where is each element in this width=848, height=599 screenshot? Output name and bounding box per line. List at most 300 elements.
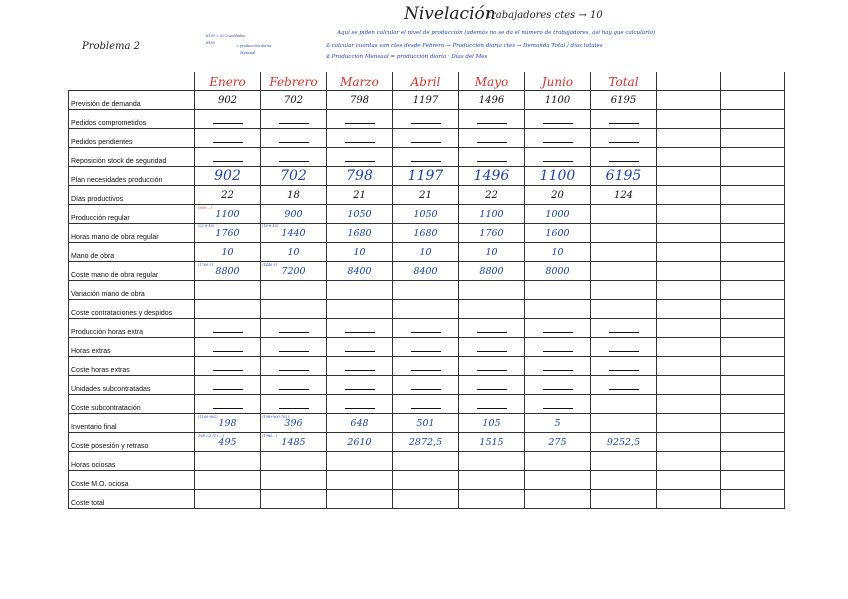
table-cell: [327, 300, 393, 319]
table-cell: [261, 300, 327, 319]
dash-mark: [609, 389, 639, 390]
dash-mark: [411, 332, 441, 333]
empty-cell: [657, 262, 721, 281]
cell-value: 1440: [281, 227, 306, 239]
empty-cell: [721, 243, 785, 262]
row-label: Reposición stock de seguridad: [69, 148, 195, 167]
empty-cell: [721, 224, 785, 243]
cell-annotation: (1980...): [262, 434, 277, 438]
cell-value: 1760: [215, 227, 240, 239]
table-cell: [459, 490, 525, 509]
table-cell: [591, 205, 657, 224]
margin-note: 6195 = 50,3 unidades: [206, 34, 246, 38]
table-row: [69, 376, 785, 395]
cell-value: 1100: [479, 208, 504, 220]
table-row: [69, 262, 785, 281]
dash-mark: [213, 389, 243, 390]
row-label: Coste M.O. ociosa: [69, 471, 195, 490]
cell-value: 396: [284, 417, 303, 429]
table-cell: [525, 338, 591, 357]
table-cell: [525, 186, 591, 205]
table-cell: [195, 186, 261, 205]
margin-note: Mensual: [240, 51, 256, 55]
empty-cell: [721, 262, 785, 281]
cell-value: 501: [416, 417, 435, 429]
table-cell: [327, 205, 393, 224]
table-cell: [525, 205, 591, 224]
empty-cell: [657, 243, 721, 262]
dash-mark: [477, 161, 507, 162]
column-header-cell: [327, 72, 393, 91]
column-header-cell: [195, 72, 261, 91]
table-cell: [195, 281, 261, 300]
cell-value: 10: [221, 246, 234, 258]
table-cell: [393, 357, 459, 376]
cell-value: 10: [419, 246, 432, 258]
table-cell: [195, 91, 261, 110]
table-cell: [261, 129, 327, 148]
cell-value: 1515: [479, 436, 504, 448]
dash-mark: [213, 370, 243, 371]
table-cell: [591, 338, 657, 357]
dash-mark: [411, 370, 441, 371]
cell-value: 124: [613, 189, 634, 201]
dash-mark: [411, 161, 441, 162]
dash-mark: [213, 332, 243, 333]
table-cell: [459, 357, 525, 376]
cell-value: 902: [217, 94, 238, 106]
dash-mark: [411, 351, 441, 352]
table-cell: [393, 300, 459, 319]
row-label: Horas extras: [69, 338, 195, 357]
leveling-table: [68, 72, 785, 509]
table-cell: [459, 243, 525, 262]
empty-cell: [721, 319, 785, 338]
cell-value: 8000: [545, 265, 570, 277]
cell-value: 902: [214, 167, 241, 184]
dash-mark: [279, 389, 309, 390]
table-cell: [327, 224, 393, 243]
table-cell: [393, 148, 459, 167]
table-cell: [525, 262, 591, 281]
cell-value: 1496: [478, 94, 505, 106]
table-cell: [195, 300, 261, 319]
table-cell: [393, 186, 459, 205]
dash-mark: [279, 332, 309, 333]
row-label: Pedidos pendientes: [69, 129, 195, 148]
table-cell: [393, 167, 459, 186]
cell-value: 1485: [281, 436, 306, 448]
column-header: Abril: [410, 74, 441, 89]
note-line-2: ① calcular cuántas van ctes desde Febrero → Producción diaria ctes → Demanda Total / días totales: [325, 43, 603, 49]
dash-mark: [279, 142, 309, 143]
table-cell: [327, 110, 393, 129]
column-header-cell: [393, 72, 459, 91]
empty-cell: [721, 186, 785, 205]
cell-value: 798: [346, 167, 373, 184]
cell-annotation: (1760·5): [198, 263, 213, 267]
table-cell: [261, 357, 327, 376]
table-cell: [261, 148, 327, 167]
empty-cell: [657, 281, 721, 300]
dash-mark: [609, 142, 639, 143]
empty-cell: [721, 148, 785, 167]
table-cell: [261, 281, 327, 300]
table-cell: [327, 376, 393, 395]
cell-annotation: (198+900-702): [262, 415, 289, 419]
dash-mark: [411, 408, 441, 409]
table-cell: [459, 452, 525, 471]
table-cell: [195, 471, 261, 490]
table-cell: [195, 376, 261, 395]
table-cell: [591, 357, 657, 376]
row-label: Producción regular: [69, 205, 195, 224]
row-label: Coste contrataciones y despidos: [69, 300, 195, 319]
table-cell: [195, 490, 261, 509]
column-header-cell: [525, 72, 591, 91]
row-label: Coste subcontratación: [69, 395, 195, 414]
empty-cell: [657, 186, 721, 205]
table-row: [69, 490, 785, 509]
table-cell: [261, 490, 327, 509]
cell-value: 198: [218, 417, 237, 429]
table-cell: [195, 395, 261, 414]
table-cell: [525, 167, 591, 186]
table-cell: [525, 224, 591, 243]
cell-value: 18: [287, 189, 300, 201]
corner-cell: [69, 72, 195, 91]
table-cell: [261, 395, 327, 414]
empty-cell: [657, 319, 721, 338]
table-cell: [525, 110, 591, 129]
empty-cell: [657, 205, 721, 224]
table-cell: [195, 338, 261, 357]
table-cell: [591, 433, 657, 452]
dash-mark: [345, 370, 375, 371]
column-header: Marzo: [340, 74, 379, 89]
empty-cell: [657, 376, 721, 395]
cell-value: 9252,5: [606, 436, 641, 448]
table-cell: [393, 243, 459, 262]
empty-cell: [657, 300, 721, 319]
cell-value: 900: [284, 208, 303, 220]
note-line-3: ② Producción Mensual = producción diaria · Días del Mes: [325, 54, 488, 60]
table-cell: [195, 129, 261, 148]
table-cell: [393, 129, 459, 148]
table-cell: [525, 91, 591, 110]
table-cell: [327, 186, 393, 205]
row-label: Coste horas extras: [69, 357, 195, 376]
dash-mark: [345, 332, 375, 333]
problem-label: Problema 2: [82, 41, 141, 52]
page-title: Nivelación: [404, 4, 496, 24]
empty-cell: [721, 490, 785, 509]
empty-cell: [657, 357, 721, 376]
table-cell: [261, 167, 327, 186]
cell-value: 8400: [413, 265, 438, 277]
row-label: Unidades subcontratadas: [69, 376, 195, 395]
column-header-cell: [261, 72, 327, 91]
table-cell: [525, 129, 591, 148]
dash-mark: [279, 370, 309, 371]
dash-mark: [279, 123, 309, 124]
table-cell: [195, 167, 261, 186]
table-cell: [195, 452, 261, 471]
cell-value: 2872,5: [408, 436, 443, 448]
dash-mark: [213, 351, 243, 352]
empty-cell: [721, 300, 785, 319]
table-cell: [591, 243, 657, 262]
table-cell: [459, 91, 525, 110]
table-cell: [591, 262, 657, 281]
table-cell: [591, 186, 657, 205]
table-cell: [393, 319, 459, 338]
dash-mark: [543, 161, 573, 162]
dash-mark: [477, 142, 507, 143]
table-cell: [393, 338, 459, 357]
dash-mark: [345, 161, 375, 162]
empty-cell: [657, 414, 721, 433]
table-row: [69, 205, 785, 224]
table-cell: [525, 414, 591, 433]
cell-annotation: 198·2,5·(1+...): [198, 434, 224, 438]
cell-value: 648: [350, 417, 369, 429]
cell-value: 7200: [281, 265, 306, 277]
table-cell: [459, 471, 525, 490]
dash-mark: [543, 123, 573, 124]
empty-header-cell: [657, 72, 721, 91]
header-row: [69, 72, 785, 91]
page-subtitle: trabajadores ctes → 10: [487, 10, 603, 21]
table-row: [69, 148, 785, 167]
table-cell: [195, 357, 261, 376]
empty-cell: [657, 471, 721, 490]
cell-annotation: (18·8·10): [262, 224, 279, 228]
cell-value: 10: [287, 246, 300, 258]
column-header: Febrero: [269, 74, 318, 89]
table-cell: [261, 471, 327, 490]
dash-mark: [411, 142, 441, 143]
table-cell: [327, 129, 393, 148]
empty-cell: [721, 205, 785, 224]
table-cell: [591, 91, 657, 110]
cell-value: 8400: [347, 265, 372, 277]
table-cell: [591, 452, 657, 471]
table-row: [69, 186, 785, 205]
dash-mark: [345, 408, 375, 409]
table-cell: [393, 433, 459, 452]
empty-cell: [657, 490, 721, 509]
table-cell: [327, 91, 393, 110]
row-label: Producción horas extra: [69, 319, 195, 338]
table-cell: [591, 281, 657, 300]
dash-mark: [543, 389, 573, 390]
table-cell: [261, 338, 327, 357]
empty-cell: [721, 129, 785, 148]
table-cell: [327, 319, 393, 338]
cell-value: 22: [221, 189, 234, 201]
column-header-cell: [591, 72, 657, 91]
table-row: [69, 414, 785, 433]
empty-cell: [721, 91, 785, 110]
table-row: [69, 110, 785, 129]
table-cell: [459, 224, 525, 243]
cell-value: 21: [419, 189, 432, 201]
dash-mark: [345, 123, 375, 124]
table-cell: [525, 376, 591, 395]
empty-cell: [721, 395, 785, 414]
dash-mark: [345, 351, 375, 352]
table-cell: [393, 376, 459, 395]
table-cell: [459, 186, 525, 205]
cell-value: 10: [485, 246, 498, 258]
table-cell: [525, 300, 591, 319]
table-cell: [327, 281, 393, 300]
table-cell: [459, 395, 525, 414]
table-cell: [525, 490, 591, 509]
dash-mark: [345, 142, 375, 143]
row-label: Variación mano de obra: [69, 281, 195, 300]
empty-cell: [657, 129, 721, 148]
dash-mark: [477, 370, 507, 371]
cell-value: 702: [283, 94, 304, 106]
table-cell: [327, 148, 393, 167]
cell-value: 1050: [347, 208, 372, 220]
table-cell: [327, 167, 393, 186]
empty-cell: [721, 376, 785, 395]
table-cell: [261, 91, 327, 110]
table-cell: [591, 395, 657, 414]
table-cell: [261, 452, 327, 471]
cell-value: 798: [349, 94, 370, 106]
table-cell: [459, 376, 525, 395]
column-header: Total: [608, 74, 639, 89]
margin-note: = producción diaria: [236, 44, 272, 48]
empty-cell: [657, 110, 721, 129]
column-header: Enero: [209, 74, 246, 89]
table-cell: [327, 338, 393, 357]
table-cell: [591, 376, 657, 395]
table-row: [69, 471, 785, 490]
table-cell: [591, 471, 657, 490]
table-row: [69, 281, 785, 300]
table-cell: [261, 243, 327, 262]
dash-mark: [543, 142, 573, 143]
cell-value: 8800: [215, 265, 240, 277]
dash-mark: [477, 408, 507, 409]
empty-cell: [721, 167, 785, 186]
table-cell: [525, 243, 591, 262]
cell-value: 1496: [473, 167, 510, 184]
dash-mark: [543, 408, 573, 409]
table-row: [69, 338, 785, 357]
empty-cell: [721, 110, 785, 129]
table-row: [69, 452, 785, 471]
table-cell: [591, 110, 657, 129]
table-cell: [591, 129, 657, 148]
cell-value: 20: [551, 189, 564, 201]
table-cell: [591, 148, 657, 167]
table-cell: [261, 376, 327, 395]
empty-cell: [657, 338, 721, 357]
table-cell: [261, 205, 327, 224]
cell-value: 10: [353, 246, 366, 258]
empty-cell: [657, 91, 721, 110]
cell-value: 6195: [610, 94, 637, 106]
table-cell: [525, 319, 591, 338]
cell-value: 5: [554, 417, 561, 429]
table-cell: [327, 262, 393, 281]
empty-cell: [721, 338, 785, 357]
cell-value: 1100: [544, 94, 571, 106]
dash-mark: [477, 332, 507, 333]
table-cell: [261, 319, 327, 338]
empty-cell: [721, 281, 785, 300]
cell-value: 1680: [413, 227, 438, 239]
cell-annotation: (22·8·10): [198, 224, 215, 228]
table-cell: [393, 281, 459, 300]
row-label: Horas mano de obra regular: [69, 224, 195, 243]
dash-mark: [477, 351, 507, 352]
table-row: [69, 243, 785, 262]
table-cell: [393, 91, 459, 110]
table-cell: [459, 129, 525, 148]
empty-cell: [721, 471, 785, 490]
cell-value: 6195: [605, 167, 642, 184]
dash-mark: [345, 389, 375, 390]
table-cell: [327, 471, 393, 490]
row-label: Previsión de demanda: [69, 91, 195, 110]
table-cell: [525, 395, 591, 414]
table-cell: [525, 357, 591, 376]
row-label: Pedidos comprometidos: [69, 110, 195, 129]
row-label: Plan necesidades producción: [69, 167, 195, 186]
dash-mark: [411, 123, 441, 124]
table-row: [69, 433, 785, 452]
dash-mark: [411, 389, 441, 390]
empty-cell: [657, 148, 721, 167]
table-cell: [195, 319, 261, 338]
dash-mark: [609, 161, 639, 162]
table-cell: [261, 186, 327, 205]
cell-annotation: (900·...): [198, 206, 212, 210]
empty-cell: [657, 224, 721, 243]
table-cell: [459, 319, 525, 338]
cell-value: 1197: [407, 167, 444, 184]
dash-mark: [543, 370, 573, 371]
dash-mark: [543, 332, 573, 333]
dash-mark: [279, 161, 309, 162]
row-label: Mano de obra: [69, 243, 195, 262]
column-header-cell: [459, 72, 525, 91]
table-cell: [393, 471, 459, 490]
cell-value: 10: [551, 246, 564, 258]
cell-value: 1680: [347, 227, 372, 239]
cell-value: 1100: [215, 208, 240, 220]
dash-mark: [477, 389, 507, 390]
table-cell: [393, 490, 459, 509]
table-cell: [459, 433, 525, 452]
cell-value: 275: [548, 436, 567, 448]
empty-cell: [657, 167, 721, 186]
table-cell: [459, 262, 525, 281]
cell-value: 8800: [479, 265, 504, 277]
cell-value: 2610: [347, 436, 372, 448]
table-cell: [393, 452, 459, 471]
empty-cell: [721, 357, 785, 376]
table-cell: [591, 490, 657, 509]
table-cell: [327, 357, 393, 376]
